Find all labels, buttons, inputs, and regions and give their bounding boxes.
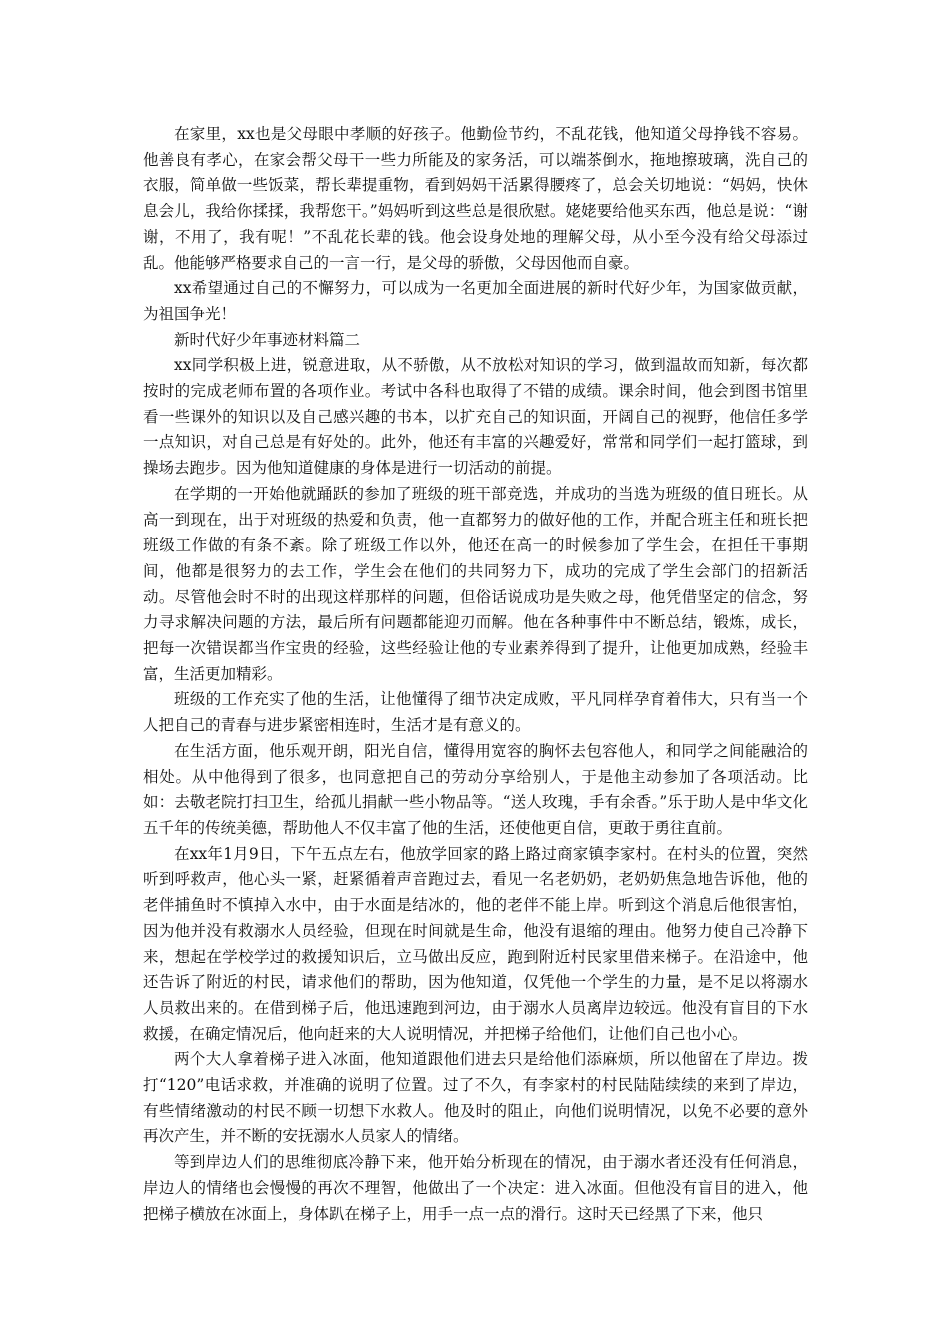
- paragraph: 在xx年1月9日，下午五点左右，他放学回家的路上路过商家镇李家村。在村头的位置，突然听到呼救声，他心头一紧，赶紧循着声音跑过去，看见一名老奶奶，老奶奶焦急地告诉他，他的老伴捕鱼时不慎掉入水中，由于水面是结冰的，他的老伴不能上岸。听到这个消息后他很害怕，因为他并没有救溺水人员经验，但现在时间就是生命，他没有退缩的理由。他努力使自己冷静下来，想起在学校学过的救援知识后，立马做出反应，跑到附近村民家里借来梯子。在沿途中，他还告诉了附近的村民，请求他们的帮助，因为他知道，仅凭他一个学生的力量，是不足以将溺水人员救出来的。在借到梯子后，他迅速跑到河边，由于溺水人员离岸边较远。他没有盲目的下水救援，在确定情况后，他向赶来的大人说明情况，并把梯子给他们，让他们自己也小心。: [143, 844, 808, 1043]
- section-heading: 新时代好少年事迹材料篇二: [174, 330, 361, 349]
- paragraph: 两个大人拿着梯子进入冰面，他知道跟他们进去只是给他们添麻烦，所以他留在了岸边。拨打“120”电话求救，并准确的说明了位置。过了不久，有李家村的村民陆陆续续的来到了岸边，有些情绪激动的村民不顾一切想下水救人。他及时的阻止，向他们说明情况，以免不必要的意外再次产生，并不断的安抚溺水人员家人的情绪。: [143, 1050, 808, 1146]
- paragraph: 在学期的一开始他就踊跃的参加了班级的班干部竞选，并成功的当选为班级的值日班长。从高一到现在，出于对班级的热爱和负责，他一直都努力的做好他的工作，并配合班主任和班长把班级工作做的有条不紊。除了班级工作以外，他还在高一的时候参加了学生会，在担任干事期间，他都是很努力的去工作，学生会在他们的共同努力下，成功的完成了学生会部门的招新活动。尽管他会时不时的出现这样那样的问题，但俗话说成功是失败之母，他凭借坚定的信念，努力寻求解决问题的方法，最后所有问题都能迎刃而解。他在各种事件中不断总结，锻炼，成长，把每一次错误都当作宝贵的经验，这些经验让他的专业素养得到了提升，让他更加成熟，经验丰富，生活更加精彩。: [143, 484, 808, 683]
- paragraph: 等到岸边人们的思维彻底冷静下来，他开始分析现在的情况，由于溺水者还没有任何消息，岸边人的情绪也会慢慢的再次不理智，他做出了一个决定：进入冰面。但他没有盲目的进入，他把梯子横放在冰面上，身体趴在梯子上，用手一点一点的滑行。这时天已经黑了下来，他只: [143, 1153, 808, 1223]
- document-page: [143, 122, 808, 1227]
- paragraph: xx希望通过自己的不懈努力，可以成为一名更加全面进展的新时代好少年，为国家做贡献，为祖国争光！: [143, 279, 808, 323]
- paragraph: 在生活方面，他乐观开朗，阳光自信，懂得用宽容的胸怀去包容他人，和同学之间能融洽的相处。从中他得到了很多，也同意把自己的劳动分享给别人，于是他主动参加了各项活动。比如：去敬老院打扫卫生，给孤儿捐献一些小物品等。“送人玫瑰，手有余香。”乐于助人是中华文化五千年的传统美德，帮助他人不仅丰富了他的生活，还使他更自信，更敢于勇往直前。: [143, 741, 808, 837]
- paragraph: xx同学积极上进，锐意进取，从不骄傲，从不放松对知识的学习，做到温故而知新，每次都按时的完成老师布置的各项作业。考试中各科也取得了不错的成绩。课余时间，他会到图书馆里看一些课外的知识以及自己感兴趣的书本，以扩充自己的知识面，开阔自己的视野，他信任多学一点知识，对自己总是有好处的。此外，他还有丰富的兴趣爱好，常常和同学们一起打篮球，到操场去跑步。因为他知道健康的身体是进行一切活动的前提。: [143, 356, 808, 478]
- paragraph: 班级的工作充实了他的生活，让他懂得了细节决定成败，平凡同样孕育着伟大，只有当一个人把自己的青春与进步紧密相连时，生活才是有意义的。: [143, 690, 808, 735]
- paragraph: 在家里，xx也是父母眼中孝顺的好孩子。他勤俭节约，不乱花钱，他知道父母挣钱不容易。他善良有孝心，在家会帮父母干一些力所能及的家务活，可以端茶倒水，拖地擦玻璃，洗自己的衣服，简单做一些饭菜，帮长辈提重物，看到妈妈干活累得腰疼了，总会关切地说：“妈妈，快休息会儿，我给你揉揉，我帮您干。”妈妈听到这些总是很欣慰。姥姥要给他买东西，他总是说：“谢谢，不用了，我有呢！”不乱花长辈的钱。他会设身处地的理解父母，从小至今没有给父母添过乱。他能够严格要求自己的一言一行，是父母的骄傲，父母因他而自豪。: [143, 125, 808, 272]
